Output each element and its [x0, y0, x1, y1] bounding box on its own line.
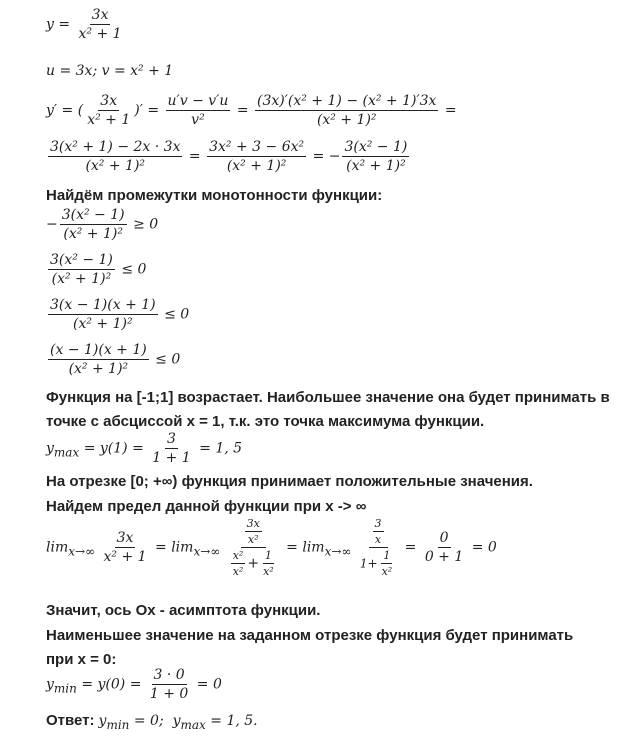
- equation-simplification: $\frac{\text{3(x² + 1) − 2x · 3x}}{\text{(x² + 1)²}}$ = $\frac{\text{3x² + 3 − 6x²}}{\text{(x² + 1)²}}$ = − $\frac{\text{3(x² − 1)}}{\text{(x² + 1)²}}$: [50, 139, 408, 174]
- text-increasing-line-1: Функция на [-1;1] возрастает. Наибольшее значение она будет принимать в: [46, 389, 610, 406]
- answer-values: $y_{min} = 0$; $y_{max} = 1$, 5.: [98, 713, 258, 732]
- text-positive-values: На отрезке [0; +∞) функция принимает положительные значения.: [46, 473, 533, 490]
- equation-limit: $\lim_{x\to\infty}$ $\frac{3x}{\text{x² + 1}}$ = $\lim_{x\to\infty}$ $\frac{3x}{\text{x²}}$ $\frac{\text{x²}}{\text{x²}}$ + $\frac{1}{\text{x²}}$ = $\lim_{x\to\infty}$ $\frac{3}{x}$ 1+ $\frac{1}{\text{x²}}$ = $\frac{0}{0 + 1}$ = 0: [46, 517, 497, 578]
- text-minimum-line-2: при х = 0:: [46, 651, 117, 668]
- fraction-numerator: 3x: [91, 7, 109, 23]
- answer-line: [46, 712, 258, 732]
- text-increasing-line-2: точке с абсциссой х = 1, т.к. это точка максимума функции.: [46, 413, 485, 430]
- inequality-1: − $\frac{\text{3(x² − 1)}}{\text{(x² + 1)²}}$ ≥ 0: [46, 207, 159, 242]
- inequality-2: $\frac{\text{3(x² − 1)}}{\text{(x² + 1)²}}$ ≤ 0: [50, 252, 147, 287]
- equation-ymin: $y_{min} = y(0)$ = $\frac{3 \cdot 0}{1 + 0}$ = 0: [46, 667, 222, 702]
- heading-monotonicity: Найдём промежутки монотонности функции:: [46, 187, 383, 204]
- equation-ymax: $y_{max} = y(1)$ = $\frac{3}{1 + 1}$ = 1, 5: [46, 431, 243, 466]
- answer-label: Ответ:: [46, 712, 95, 729]
- equation-function: y = $\frac{3x}{\text{x² + 1}}$: [46, 7, 122, 42]
- equation-derivative: y′ = ( $\frac{3x}{\text{x² + 1}}$ )′ = $\frac{u'v - v'u}{\text{v²}}$ = $\frac{\text{(3x)′(x² + 1) − (x² + 1)′3x}}{\text{(x² + 1)²}}$ =: [46, 93, 457, 128]
- fraction-denominator: x² + 1: [78, 26, 122, 42]
- equation-substitution: u = 3x; v = x² + 1: [46, 63, 174, 79]
- text-asymptote: Значит, ось Ох - асимптота функции.: [46, 602, 321, 619]
- text-limit-heading: Найдем предел данной функции при х -> ∞: [46, 498, 367, 515]
- inequality-3: $\frac{3(x - 1)(x + 1)}{\text{(x² + 1)²}}$ ≤ 0: [50, 297, 190, 332]
- inequality-4: $\frac{(x - 1)(x + 1)}{\text{(x² + 1)²}}$ ≤ 0: [50, 342, 181, 377]
- text-minimum-line-1: Наименьшее значение на заданном отрезке функция будет принимать: [46, 627, 574, 644]
